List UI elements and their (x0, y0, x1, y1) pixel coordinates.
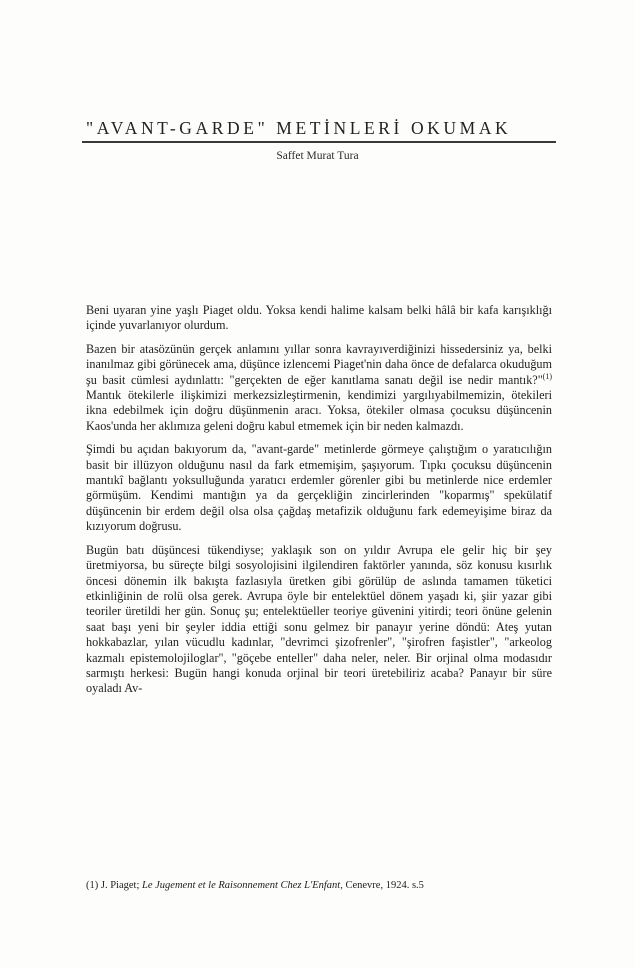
footnote (86, 880, 552, 891)
paragraph (86, 342, 552, 434)
paragraph: Bugün batı düşüncesi tükendiyse; yaklaşık son on yıldır Avrupa ele gelir hiç bir şey üretmiyorsa, bu süreçte bilgi sosyolojisini ilgilendiren faktörler yanında, söz konusu kısırlık öncesi dönemin ilk bakışta fazlasıyla üretken gibi görülüp de aslında tamamen tüketici etkinliğinin de rolü olsa gerek. Avrupa öyle bir entelektüel dönem yaşadı ki, şiir yazar gibi teoriler üretildi her gün. Sonuç şu; entelektüeller teoriye güvenini yitirdi; teori önüne gelenin saat başı yeni bir şeyler iddia ettiği sonu gelmez bir panayır yerine döndü: Ateş yutan hokkabazlar, yılan vücudlu kadınlar, "devrimci şizofrenler", "şirofren faşistler", "arkeolog kazmalı epistemolojiloglar", "göçebe enteller" daha neler, neler. Bir orjinal olma modasıdır sarmıştı herkesi: Bugün hangi konuda orjinal bir teori üretebiliriz acaba? Panayır bir süre oyaladı Av- (86, 542, 552, 696)
article-body (86, 303, 552, 705)
footnote-reference: (1) (542, 371, 552, 381)
paragraph: Beni uyaran yine yaşlı Piaget oldu. Yoksa kendi halime kalsam belki hâlâ bir kafa karışıklığı içinde yuvarlanıyor olurdum. (86, 303, 552, 333)
footnote-work-title: Le Jugement et le Raisonnement Chez L'Enfant (142, 880, 341, 891)
footnote-suffix: , Cenevre, 1924. s.5 (340, 880, 424, 891)
paragraph: Şimdi bu açıdan bakıyorum da, "avant-garde" metinlerde görmeye çalıştığım o yaratıcılığın basit bir illüzyon olduğunu nasıl da fark etmemişim, şaşıyorum. Tıpkı çocuksu düşüncenin mantıkî bağlantı yoksulluğunda yaratıcı erdemler görenler gibi bu metinlerde nice erdemler görmüşüm. Kendimi mantığın ya da gerçekliğin zincirlerinden "koparmış" spekülatif düşüncenin bir erdem değil olsa olsa çağdaş metafizik olduğunu fark edemeyişime biraz da kızıyorum doğrusu. (86, 442, 552, 534)
page-title: "AVANT-GARDE" METİNLERİ OKUMAK (86, 118, 512, 138)
title-divider (82, 141, 556, 143)
footnote-prefix: (1) J. Piaget; (86, 880, 142, 891)
paragraph-text: Bazen bir atasözünün gerçek anlamını yıllar sonra kavrayıverdiğinizi hissedersiniz ya, belki inanılmaz gibi görünecek ama, düşünce izlencemi Piaget'nin daha önce de defalarca okuduğum şu basit cümlesi aydınlattı: "gerçekten de eğer kanıtlama sanatı değil ise nedir mantık?" (86, 341, 552, 387)
paragraph-text: Mantık ötekilerle ilişkimizi merkezsizleştirmenin, kendimizi yargılıyabilmemizin, ötekileri ikna edebilmek için doğru düşünmenin aracı. Yoksa, ötekiler olmasa çocuksu düşüncenin Kaos'unda her aklımıza geleni doğru kabul etmemek için bir neden kalmazdı. (86, 388, 552, 433)
author-name: Saffet Murat Tura (276, 150, 359, 162)
